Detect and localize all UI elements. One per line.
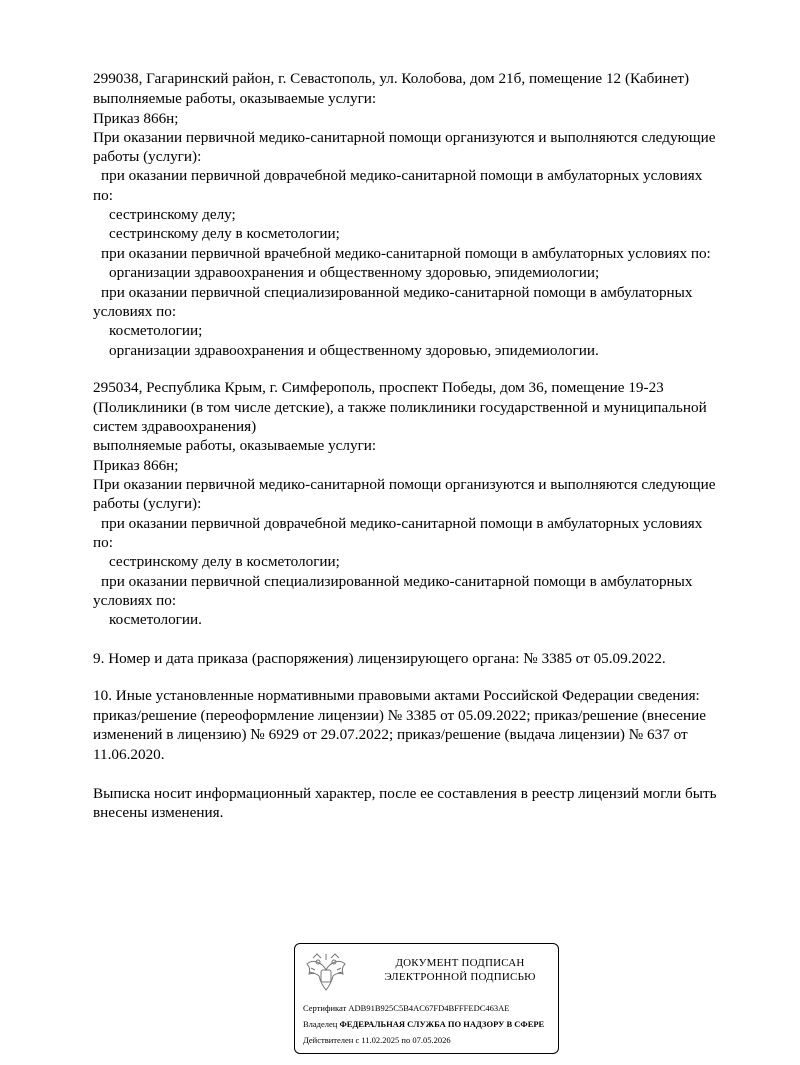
text-line: выполняемые работы, оказываемые услуги:: [93, 437, 377, 454]
owner-label: Владелец: [303, 1019, 338, 1029]
certificate-value: ADB91B925C5B4AC67FD4BFFFEDC463AE: [348, 1003, 510, 1013]
text-line: организации здравоохранения и общественному здоровью, эпидемиологии.: [109, 342, 599, 359]
certificate-label: Сертификат: [303, 1003, 347, 1013]
text-line: организации здравоохранения и общественному здоровью, эпидемиологии;: [109, 264, 600, 281]
text-line: изменений в лицензию) № 6929 от 29.07.2022; приказ/решение (выдача лицензии) № 637 от: [93, 726, 688, 743]
text-line: При оказании первичной медико-санитарной помощи организуются и выполняются следующие: [93, 129, 716, 146]
text-line: Приказ 866н;: [93, 457, 179, 474]
text-line: сестринскому делу в косметологии;: [109, 553, 340, 570]
owner-line: [303, 1019, 544, 1030]
text-line: работы (услуги):: [93, 148, 202, 165]
text-line: (Поликлиники (в том числе детские), а также поликлиники государственной и муниципальной: [93, 399, 707, 416]
text-line: при оказании первичной врачебной медико-санитарной помощи в амбулаторных условиях по:: [101, 245, 711, 262]
text-line: Приказ 866н;: [93, 110, 179, 127]
text-line: по:: [93, 187, 113, 204]
text-line: при оказании первичной доврачебной медико-санитарной помощи в амбулаторных условиях: [101, 515, 703, 532]
text-line: при оказании первичной специализированной медико-санитарной помощи в амбулаторных: [101, 573, 693, 590]
validity-line: Действителен с 11.02.2025 по 07.05.2026: [303, 1035, 451, 1045]
text-line: при оказании первичной доврачебной медико-санитарной помощи в амбулаторных условиях: [101, 167, 703, 184]
text-line: по:: [93, 534, 113, 551]
owner-value: ФЕДЕРАЛЬНАЯ СЛУЖБА ПО НАДЗОРУ В СФЕРЕ: [339, 1019, 545, 1029]
text-line: косметологии.: [109, 611, 202, 628]
text-line: 295034, Республика Крым, г. Симферополь, проспект Победы, дом 36, помещение 19-23: [93, 379, 664, 396]
stamp-title: ДОКУМЕНТ ПОДПИСАН: [395, 957, 525, 969]
electronic-signature-stamp: [294, 943, 559, 1054]
stamp-subtitle: ЭЛЕКТРОННОЙ ПОДПИСЬЮ: [384, 971, 536, 983]
text-line: При оказании первичной медико-санитарной помощи организуются и выполняются следующие: [93, 476, 716, 493]
russian-coat-of-arms-icon: [303, 950, 349, 994]
text-line: сестринскому делу;: [109, 206, 236, 223]
text-line: при оказании первичной специализированной медико-санитарной помощи в амбулаторных: [101, 284, 693, 301]
text-line: систем здравоохранения): [93, 418, 257, 435]
text-line: 11.06.2020.: [93, 746, 165, 763]
text-line: внесены изменения.: [93, 804, 224, 821]
order-number-line: 9. Номер и дата приказа (распоряжения) лицензирующего органа: № 3385 от 05.09.2022.: [93, 650, 666, 667]
text-line: работы (услуги):: [93, 495, 202, 512]
text-line: Выписка носит информационный характер, после ее составления в реестр лицензий могли быть: [93, 785, 717, 802]
text-line: условиях по:: [93, 592, 177, 609]
text-line: косметологии;: [109, 322, 203, 339]
text-line: условиях по:: [93, 303, 177, 320]
text-line: приказ/решение (переоформление лицензии) № 3385 от 05.09.2022; приказ/решение (внесение: [93, 707, 707, 724]
text-line: сестринскому делу в косметологии;: [109, 225, 340, 242]
text-line: 10. Иные установленные нормативными правовыми актами Российской Федерации сведения:: [93, 687, 700, 704]
text-line: выполняемые работы, оказываемые услуги:: [93, 90, 377, 107]
text-line: 299038, Гагаринский район, г. Севастополь, ул. Колобова, дом 21б, помещение 12 (Кабинет): [93, 70, 690, 87]
certificate-line: [303, 1003, 509, 1014]
